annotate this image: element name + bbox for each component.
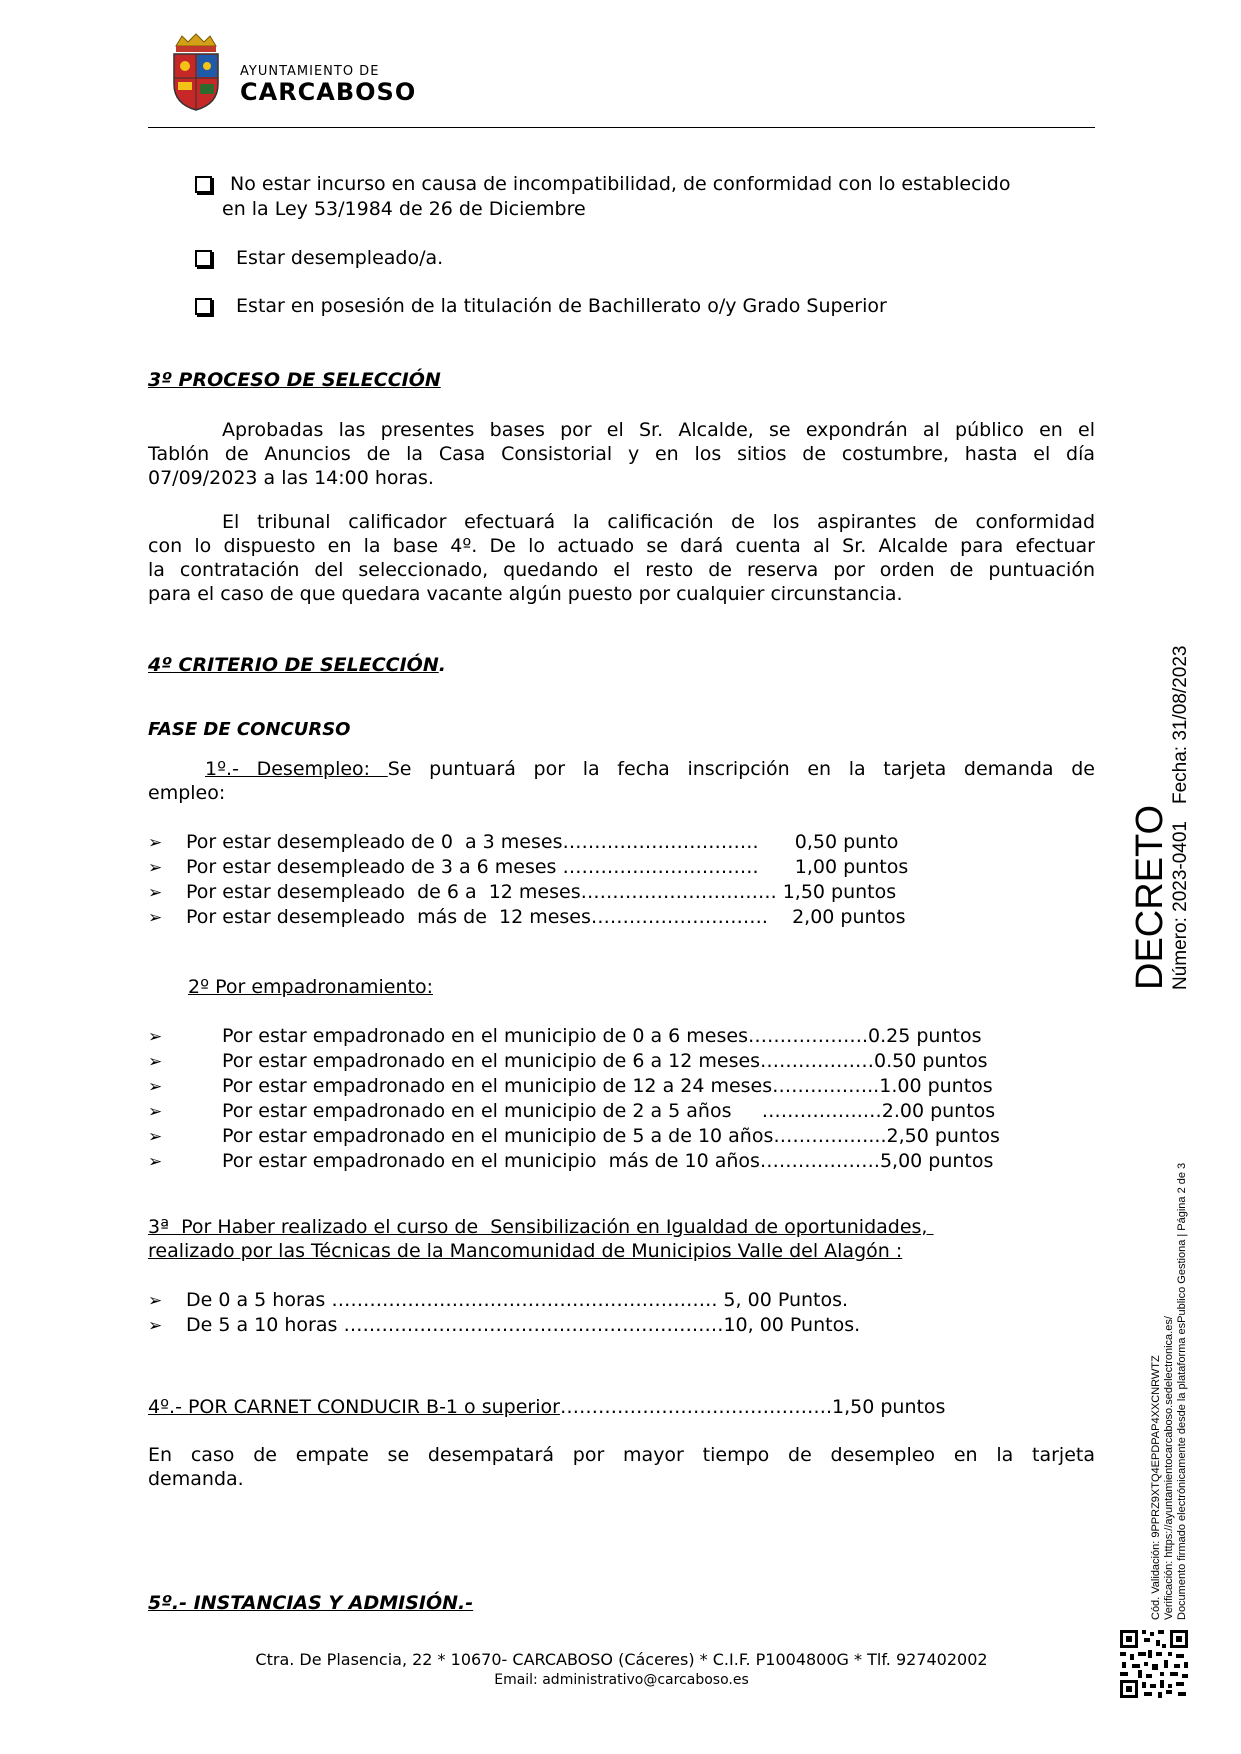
arrow-bullet-icon: ➢ <box>148 1052 163 1072</box>
curso-label-line: realizado por las Técnicas de la Mancomunidad de Municipios Valle del Alagón : <box>148 1240 903 1262</box>
section3-paragraph1-line: Aprobadas las presentes bases por el Sr. Alcalde, se expondrán al público en el <box>222 419 1095 441</box>
arrow-bullet-icon: ➢ <box>148 1027 163 1047</box>
carnet-label: 4º.- POR CARNET CONDUCIR B-1 o superior <box>148 1396 560 1418</box>
list-item: ➢ Por estar empadronado en el municipio de 6 a 12 meses………………0.50 puntos <box>148 1050 988 1072</box>
list-item: ➢ Por estar empadronado en el municipio de 2 a 5 años …………….…2.00 puntos <box>148 1100 996 1122</box>
section3-paragraph2-line: para el caso de que quedara vacante algún puesto por cualquier circunstancia. <box>148 583 903 605</box>
list-item: ➢ Por estar desempleado más de 12 meses………………………. 2,00 puntos <box>148 906 906 928</box>
sidebar-validacion: Cód. Validación: 9PPRZ9XTQ4EPDPAP4XXCNRWTZ <box>1150 1355 1162 1620</box>
header-rule <box>148 127 1095 128</box>
list-item: ➢ Por estar empadronado en el municipio más de 10 años……………….5,00 puntos <box>148 1150 994 1172</box>
section3-heading: 3º PROCESO DE SELECCIÓN <box>148 369 441 391</box>
sidebar-decreto: DECRETO <box>1129 804 1171 990</box>
footer-email: Email: administrativo@carcaboso.es <box>494 1672 749 1688</box>
desempleo-list <box>148 830 908 930</box>
list-item: ➢ Por estar desempleado de 3 a 6 meses …………………………. 1,00 puntos <box>148 856 909 878</box>
sidebar-documento: Documento firmado electrónicamente desde la plataforma esPublico Gestiona | Página 2 de 3 <box>1176 1162 1188 1620</box>
checkbox-icon <box>195 298 212 315</box>
arrow-bullet-icon: ➢ <box>148 1316 163 1336</box>
arrow-bullet-icon: ➢ <box>148 1127 163 1147</box>
empate-paragraph-line: demanda. <box>148 1468 244 1490</box>
arrow-bullet-icon: ➢ <box>148 1291 163 1311</box>
list-item: ➢ De 0 a 5 horas ……………………………………………………. 5, 00 Puntos. <box>148 1289 849 1311</box>
arrow-bullet-icon: ➢ <box>148 1077 163 1097</box>
requirement-item: Estar en posesión de la titulación de Bachillerato o/y Grado Superior <box>195 294 887 318</box>
requirement-item: Estar desempleado/a. <box>195 246 443 270</box>
list-item: ➢ Por estar empadronado en el municipio de 12 a 24 meses……………..1.00 puntos <box>148 1075 993 1097</box>
arrow-bullet-icon: ➢ <box>148 833 163 853</box>
logo-line1: AYUNTAMIENTO DE <box>240 64 380 79</box>
fase-concurso-heading: FASE DE CONCURSO <box>148 719 351 740</box>
empate-paragraph-line: En caso de empate se desempatará por mayor tiempo de desempleo en la tarjeta <box>148 1444 1095 1466</box>
section3-paragraph2-line: con lo dispuesto en la base 4º. De lo actuado se dará cuenta al Sr. Alcalde para efectuar <box>148 535 1095 557</box>
section5-heading: 5º.- INSTANCIAS Y ADMISIÓN.- <box>148 1592 474 1614</box>
arrow-bullet-icon: ➢ <box>148 883 163 903</box>
carnet-line <box>148 1395 945 1419</box>
carnet-value: …………………………………….1,50 puntos <box>559 1396 946 1418</box>
arrow-bullet-icon: ➢ <box>148 858 163 878</box>
requirement-item-continued: en la Ley 53/1984 de 26 de Diciembre <box>222 198 586 220</box>
coat-of-arms-icon <box>168 32 224 112</box>
desempleo-paragraph: 1º.- Desempleo: Se puntuará por la fecha inscripción en la tarjeta demanda de <box>205 758 1095 780</box>
checkbox-icon <box>195 176 212 193</box>
sidebar-verificacion: Verificación: https://ayuntamientocarcaboso.sedelectronica.es/ <box>1163 1316 1175 1620</box>
footer-address: Ctra. De Plasencia, 22 * 10670- CARCABOSO (Cáceres) * C.I.F. P1004800G * Tlf. 927402002 <box>255 1650 988 1669</box>
logo-line2: CARCABOSO <box>240 78 417 106</box>
sidebar-fecha: Fecha: 31/08/2023 <box>1170 645 1191 804</box>
logo <box>150 32 420 112</box>
empadronamiento-list <box>148 1024 1000 1174</box>
desempleo-label: 1º.- Desempleo: <box>205 758 388 780</box>
list-item: ➢ De 5 a 10 horas ……………………………………………………10, 00 Puntos. <box>148 1314 861 1336</box>
curso-list <box>148 1288 860 1338</box>
section3-paragraph2-line: El tribunal calificador efectuará la calificación de los aspirantes de conformidad <box>222 511 1095 533</box>
curso-label-line: 3ª Por Haber realizado el curso de Sensibilización en Igualdad de oportunidades, <box>148 1216 934 1238</box>
qr-code-icon <box>1118 1628 1190 1700</box>
empadronamiento-label: 2º Por empadronamiento: <box>188 976 433 998</box>
section3-paragraph1-line: 07/09/2023 a las 14:00 horas. <box>148 467 434 489</box>
requirement-item: No estar incurso en causa de incompatibilidad, de conformidad con lo establecido <box>195 172 1011 196</box>
desempleo-paragraph-end: empleo: <box>148 782 226 804</box>
arrow-bullet-icon: ➢ <box>148 908 163 928</box>
section3-paragraph1-line: Tablón de Anuncios de la Casa Consistorial y en los sitios de costumbre, hasta el día <box>148 443 1095 465</box>
arrow-bullet-icon: ➢ <box>148 1102 163 1122</box>
list-item: ➢ Por estar desempleado de 0 a 3 meses…………………………. 0,50 punto <box>148 831 899 853</box>
arrow-bullet-icon: ➢ <box>148 1152 163 1172</box>
checkbox-icon <box>195 250 212 267</box>
list-item: ➢ Por estar empadronado en el municipio de 0 a 6 meses……………….0.25 puntos <box>148 1025 982 1047</box>
section3-paragraph2-line: la contratación del seleccionado, quedando el resto de reserva por orden de puntuación <box>148 559 1095 581</box>
section4-heading: 4º CRITERIO DE SELECCIÓN. <box>148 654 446 676</box>
list-item: ➢ Por estar empadronado en el municipio de 5 a de 10 años……………...2,50 puntos <box>148 1125 1000 1147</box>
list-item: ➢ Por estar desempleado de 6 a 12 meses…………………………. 1,50 puntos <box>148 881 897 903</box>
sidebar-numero: Número: 2023-0401 <box>1170 821 1191 990</box>
